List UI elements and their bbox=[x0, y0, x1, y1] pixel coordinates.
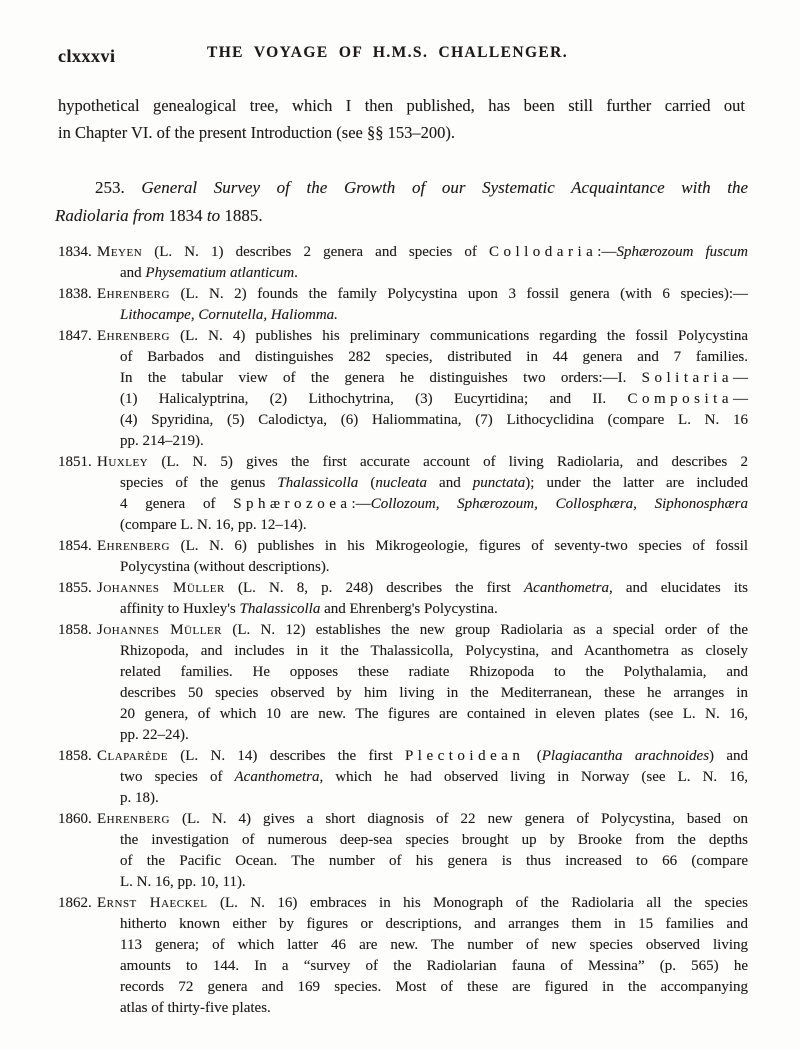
text-segment: (L. N. 14) describes the first bbox=[167, 748, 405, 764]
intro-paragraph bbox=[58, 92, 745, 146]
text-line bbox=[120, 305, 748, 326]
entry-year: 1834. bbox=[58, 244, 92, 260]
text-segment: Ehrenberg bbox=[97, 286, 170, 302]
text-segment: pp. 22–24). bbox=[120, 727, 189, 743]
text-segment: records 72 genera and 169 species. Most of these are figured in the accompanying bbox=[120, 979, 748, 995]
timeline-entry bbox=[58, 893, 748, 1019]
entry-year: 1858. bbox=[58, 748, 92, 764]
text-segment: Acanthometra bbox=[234, 769, 320, 785]
text-line bbox=[120, 767, 748, 788]
text-segment: affinity to Huxley's bbox=[120, 601, 240, 617]
text-segment: Ehrenberg bbox=[97, 811, 170, 827]
text-line bbox=[120, 641, 748, 662]
text-segment: Sphærozoum fuscum bbox=[616, 244, 749, 260]
text-segment: to bbox=[202, 206, 225, 225]
timeline-entry bbox=[58, 578, 748, 620]
section-heading bbox=[55, 174, 748, 230]
text-segment: 1885. bbox=[224, 206, 263, 225]
text-segment: of the Pacific Ocean. The number of his genera is thus increased to 66 (compare bbox=[120, 853, 748, 869]
text-segment: (L. N. 12) establishes the new group Radiolaria as a special order of the bbox=[222, 622, 749, 638]
text-segment: hitherto known either by figures or descriptions, and arranges them in 15 families and bbox=[120, 916, 748, 932]
timeline-entry bbox=[58, 242, 749, 284]
text-line bbox=[55, 202, 748, 230]
text-segment: Polycystina (without descriptions). bbox=[120, 559, 330, 575]
text-line bbox=[97, 578, 748, 599]
timeline-entry bbox=[58, 284, 748, 326]
text-segment: (L. N. 6) publishes in his Mikrogeologie, figures of seventy-two species of fossil bbox=[169, 538, 748, 554]
text-line bbox=[58, 92, 745, 119]
text-segment: nucleata bbox=[375, 475, 427, 491]
text-segment: — bbox=[733, 391, 748, 407]
text-line bbox=[120, 830, 748, 851]
page-number: clxxxvi bbox=[58, 46, 116, 66]
page-header bbox=[58, 44, 745, 68]
text-line bbox=[120, 389, 748, 410]
text-segment: Plagiacantha arachnoides bbox=[541, 748, 710, 764]
text-line bbox=[120, 872, 748, 893]
text-line bbox=[120, 683, 748, 704]
text-segment: L. N. 16, pp. 10, 11). bbox=[120, 874, 246, 890]
text-line bbox=[58, 119, 745, 146]
text-segment: Plectoidean bbox=[404, 748, 525, 764]
text-segment: punctata bbox=[472, 475, 526, 491]
text-line bbox=[120, 914, 748, 935]
text-segment: of Barbados and distinguishes 282 species, distributed in 44 genera and 7 families. bbox=[120, 349, 748, 365]
text-segment: Sphærozoea bbox=[233, 496, 352, 512]
text-segment: 253. bbox=[95, 178, 142, 197]
text-line bbox=[97, 809, 748, 830]
text-segment: Ehrenberg bbox=[97, 328, 170, 344]
text-line bbox=[97, 536, 748, 557]
text-segment: Thalassicolla bbox=[277, 475, 359, 491]
entry-year: 1860. bbox=[58, 811, 92, 827]
timeline-entry bbox=[58, 452, 748, 536]
text-segment: (L. N. 2) founds the family Polycystina upon 3 fossil genera (with 6 species):— bbox=[169, 286, 748, 302]
text-line bbox=[97, 452, 748, 473]
entry-year: 1855. bbox=[58, 580, 92, 596]
text-segment: ) and bbox=[709, 748, 748, 764]
text-segment: two species of bbox=[120, 769, 235, 785]
text-line bbox=[120, 557, 748, 578]
text-segment: (4) Spyridina, (5) Calodictya, (6) Haliommatina, (7) Lithocyclidina (compare L. N. 16 bbox=[120, 412, 748, 428]
text-segment: Huxley bbox=[97, 454, 149, 470]
text-segment: ( bbox=[524, 748, 542, 764]
text-segment: Rhizopoda, and includes in it the Thalassicolla, Polycystina, and Acanthometra as closely bbox=[120, 643, 748, 659]
text-segment: Johannes Müller bbox=[97, 580, 225, 596]
text-segment: and Ehrenberg's Polycystina. bbox=[320, 601, 498, 617]
text-segment: 1834 bbox=[168, 206, 203, 225]
text-segment: — bbox=[733, 370, 748, 386]
timeline-entry bbox=[58, 809, 748, 893]
text-line bbox=[120, 347, 748, 368]
entry-year: 1862. bbox=[58, 895, 92, 911]
text-segment: Acanthometra bbox=[524, 580, 609, 596]
text-segment: Ernst Haeckel bbox=[97, 895, 208, 911]
text-segment: Radiolaria from bbox=[55, 206, 169, 225]
entry-year: 1847. bbox=[58, 328, 92, 344]
text-segment: :— bbox=[351, 496, 371, 512]
text-line bbox=[120, 725, 748, 746]
text-line bbox=[97, 284, 748, 305]
text-segment: Solitaria bbox=[641, 370, 733, 386]
text-segment: Thalassicolla bbox=[239, 601, 321, 617]
timeline-entry bbox=[58, 536, 748, 578]
text-segment: Johannes Müller bbox=[97, 622, 222, 638]
entry-year: 1851. bbox=[58, 454, 92, 470]
text-line bbox=[120, 410, 748, 431]
timeline-entry bbox=[58, 746, 748, 809]
text-segment: Lithocampe, Cornutella, Haliomma. bbox=[120, 307, 338, 323]
text-segment: ( bbox=[358, 475, 376, 491]
text-segment: :— bbox=[597, 244, 617, 260]
text-segment: (L. N. 1) describes 2 genera and species of bbox=[142, 244, 489, 260]
text-segment: and bbox=[426, 475, 473, 491]
text-segment: describes 50 species observed by him living in the Mediterranean, these he arranges in bbox=[120, 685, 748, 701]
text-line bbox=[55, 174, 748, 202]
text-line bbox=[97, 242, 749, 263]
text-segment: in Chapter VI. of the present Introduction (see §§ 153–200). bbox=[58, 123, 455, 142]
text-segment: ); under the latter are included bbox=[525, 475, 748, 491]
timeline-entry bbox=[58, 326, 748, 452]
text-segment: and bbox=[120, 265, 146, 281]
text-segment: (L. N. 5) gives the first accurate account of living Radiolaria, and describes 2 bbox=[148, 454, 748, 470]
text-line bbox=[120, 515, 748, 536]
text-line bbox=[97, 746, 748, 767]
text-segment: Physematium atlanticum bbox=[145, 265, 295, 281]
text-segment: species of the genus bbox=[120, 475, 278, 491]
text-line bbox=[120, 704, 748, 725]
timeline-entry bbox=[58, 620, 749, 746]
text-segment: p. 18). bbox=[120, 790, 159, 806]
text-line bbox=[120, 494, 748, 515]
text-line bbox=[120, 851, 748, 872]
text-segment: pp. 214–219). bbox=[120, 433, 204, 449]
text-segment: hypothetical genealogical tree, which I then published, has been still further carried out bbox=[58, 96, 745, 115]
text-segment: 20 genera, of which 10 are new. The figures are contained in eleven plates (see L. N. 16, bbox=[120, 706, 748, 722]
text-segment: , and elucidates its bbox=[608, 580, 748, 596]
text-segment: Collozoum, Sphærozoum, Collosphæra, Siphonosphæra bbox=[370, 496, 748, 512]
text-line bbox=[120, 956, 748, 977]
text-line bbox=[120, 935, 748, 956]
text-line bbox=[120, 368, 748, 389]
timeline-entries bbox=[58, 242, 749, 1019]
text-line bbox=[97, 620, 749, 641]
text-line bbox=[97, 893, 748, 914]
text-line bbox=[97, 326, 748, 347]
text-segment: Claparède bbox=[97, 748, 168, 764]
text-segment: atlas of thirty-five plates. bbox=[120, 1000, 271, 1016]
text-segment: (L. N. 4) publishes his preliminary communications regarding the fossil Polycystina bbox=[169, 328, 748, 344]
text-segment: 4 genera of bbox=[120, 496, 234, 512]
text-line bbox=[120, 977, 748, 998]
entry-year: 1858. bbox=[58, 622, 92, 638]
text-segment: amounts to 144. In a “survey of the Radiolarian fauna of Messina” (p. 565) he bbox=[120, 958, 748, 974]
text-segment: (L. N. 8, p. 248) describes the first bbox=[224, 580, 524, 596]
text-segment: . bbox=[294, 265, 298, 281]
entry-year: 1854. bbox=[58, 538, 92, 554]
text-segment: related families. He opposes these radiate Rhizopoda to the Polythalamia, and bbox=[120, 664, 748, 680]
text-segment: (L. N. 4) gives a short diagnosis of 22 new genera of Polycystina, based on bbox=[169, 811, 748, 827]
text-line bbox=[120, 431, 748, 452]
text-line bbox=[120, 473, 748, 494]
text-segment: Composita bbox=[627, 391, 733, 407]
text-line bbox=[120, 662, 748, 683]
text-line bbox=[120, 998, 748, 1019]
text-segment: Ehrenberg bbox=[97, 538, 170, 554]
entry-year: 1838. bbox=[58, 286, 92, 302]
text-segment: Meyen bbox=[97, 244, 143, 260]
text-line bbox=[120, 788, 748, 809]
text-segment: the investigation of numerous deep-sea species brought up by Brooke from the depths bbox=[120, 832, 748, 848]
text-segment: (compare L. N. 16, pp. 12–14). bbox=[120, 517, 307, 533]
text-segment: (L. N. 16) embraces in his Monograph of the Radiolaria all the species bbox=[207, 895, 748, 911]
text-segment: In the tabular view of the genera he distinguishes two orders:—I. bbox=[120, 370, 642, 386]
text-segment: , which he had observed living in Norway (see L. N. 16, bbox=[319, 769, 748, 785]
text-line bbox=[120, 263, 748, 284]
text-segment: 113 genera; of which latter 46 are new. The number of new species observed living bbox=[120, 937, 748, 953]
text-line bbox=[120, 599, 748, 620]
text-segment: Collodaria bbox=[488, 244, 598, 260]
text-segment: (1) Halicalyptrina, (2) Lithochytrina, (3) Eucyrtidina; and II. bbox=[120, 391, 628, 407]
running-title: THE VOYAGE OF H.M.S. CHALLENGER. bbox=[206, 44, 569, 61]
text-segment: General Survey of the Growth of our Systematic Acquaintance with the bbox=[141, 178, 748, 197]
